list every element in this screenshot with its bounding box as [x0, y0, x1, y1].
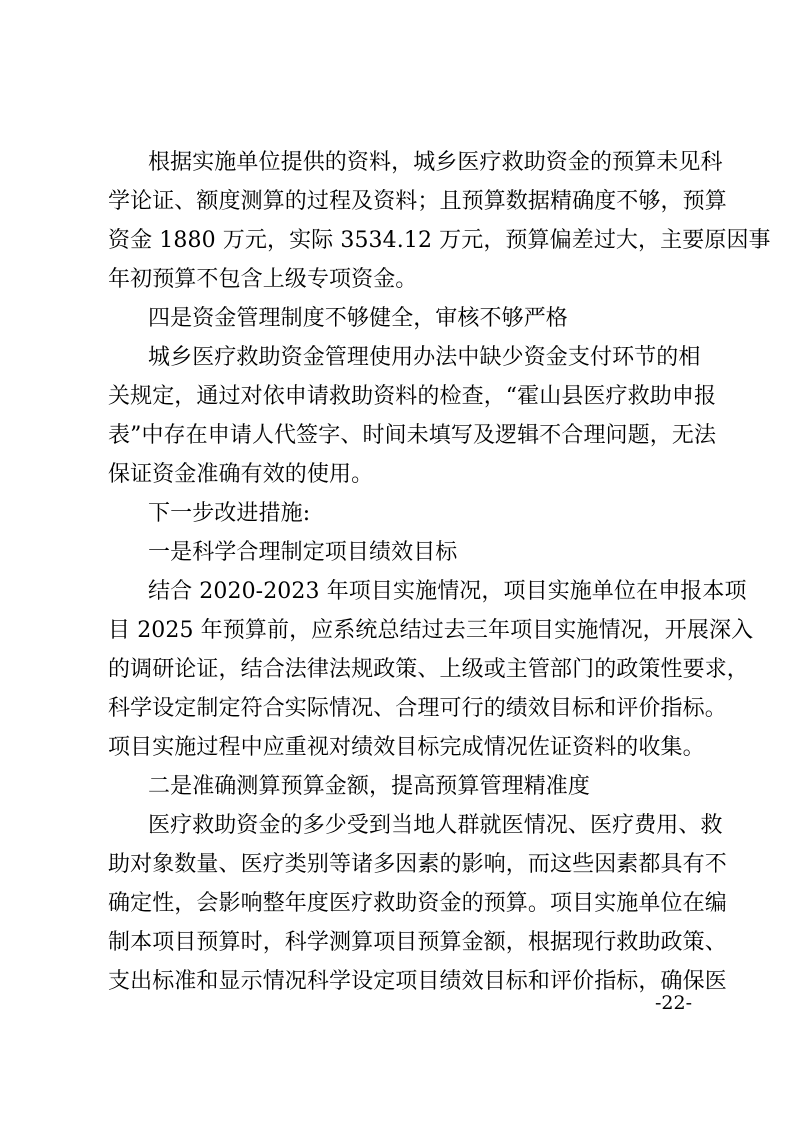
body-text-line: 医疗救助资金的多少受到当地人群就医情况、医疗费用、救	[148, 813, 723, 838]
body-text-line: 助对象数量、医疗类别等诸多因素的影响，而这些因素都具有不	[108, 852, 727, 877]
page-number: -22-	[654, 992, 692, 1014]
section-heading: 四是资金管理制度不够健全，审核不够严格	[148, 306, 568, 331]
body-text-line: 科学设定制定符合实际情况、合理可行的绩效目标和评价指标。	[108, 696, 727, 721]
section-heading: 二是准确测算预算金额，提高预算管理精准度	[148, 774, 591, 799]
body-text-line: 制本项目预算时，科学测算项目预算金额，根据现行救助政策、	[108, 930, 727, 955]
body-text-line: 表”中存在申请人代签字、时间未填写及逻辑不合理问题，无法	[108, 423, 717, 448]
body-text-line: 的调研论证，结合法律法规政策、上级或主管部门的政策性要求，	[108, 657, 749, 682]
body-text-line: 目 2025 年预算前，应系统总结过去三年项目实施情况，开展深入	[108, 618, 754, 643]
body-text-line: 根据实施单位提供的资料，城乡医疗救助资金的预算未见科	[148, 150, 723, 175]
body-text-line: 资金 1880 万元，实际 3534.12 万元，预算偏差过大，主要原因事	[108, 228, 771, 253]
body-text-line: 保证资金准确有效的使用。	[108, 462, 374, 487]
body-text-line: 结合 2020-2023 年项目实施情况，项目实施单位在申报本项	[148, 579, 747, 604]
body-text-line: 学论证、额度测算的过程及资料；且预算数据精确度不够，预算	[108, 189, 727, 214]
body-text-line: 年初预算不包含上级专项资金。	[108, 267, 418, 292]
section-heading: 下一步改进措施:	[148, 501, 311, 526]
body-text-line: 关规定，通过对依申请救助资料的检查，“霍山县医疗救助申报	[108, 384, 717, 409]
body-text-line: 项目实施过程中应重视对绩效目标完成情况佐证资料的收集。	[108, 735, 705, 760]
body-text-line: 支出标准和显示情况科学设定项目绩效目标和评价指标，确保医	[108, 969, 727, 994]
section-heading: 一是科学合理制定项目绩效目标	[148, 540, 458, 565]
body-text-line: 确定性，会影响整年度医疗救助资金的预算。项目实施单位在编	[108, 891, 727, 916]
body-text-line: 城乡医疗救助资金管理使用办法中缺少资金支付环节的相	[148, 345, 701, 370]
